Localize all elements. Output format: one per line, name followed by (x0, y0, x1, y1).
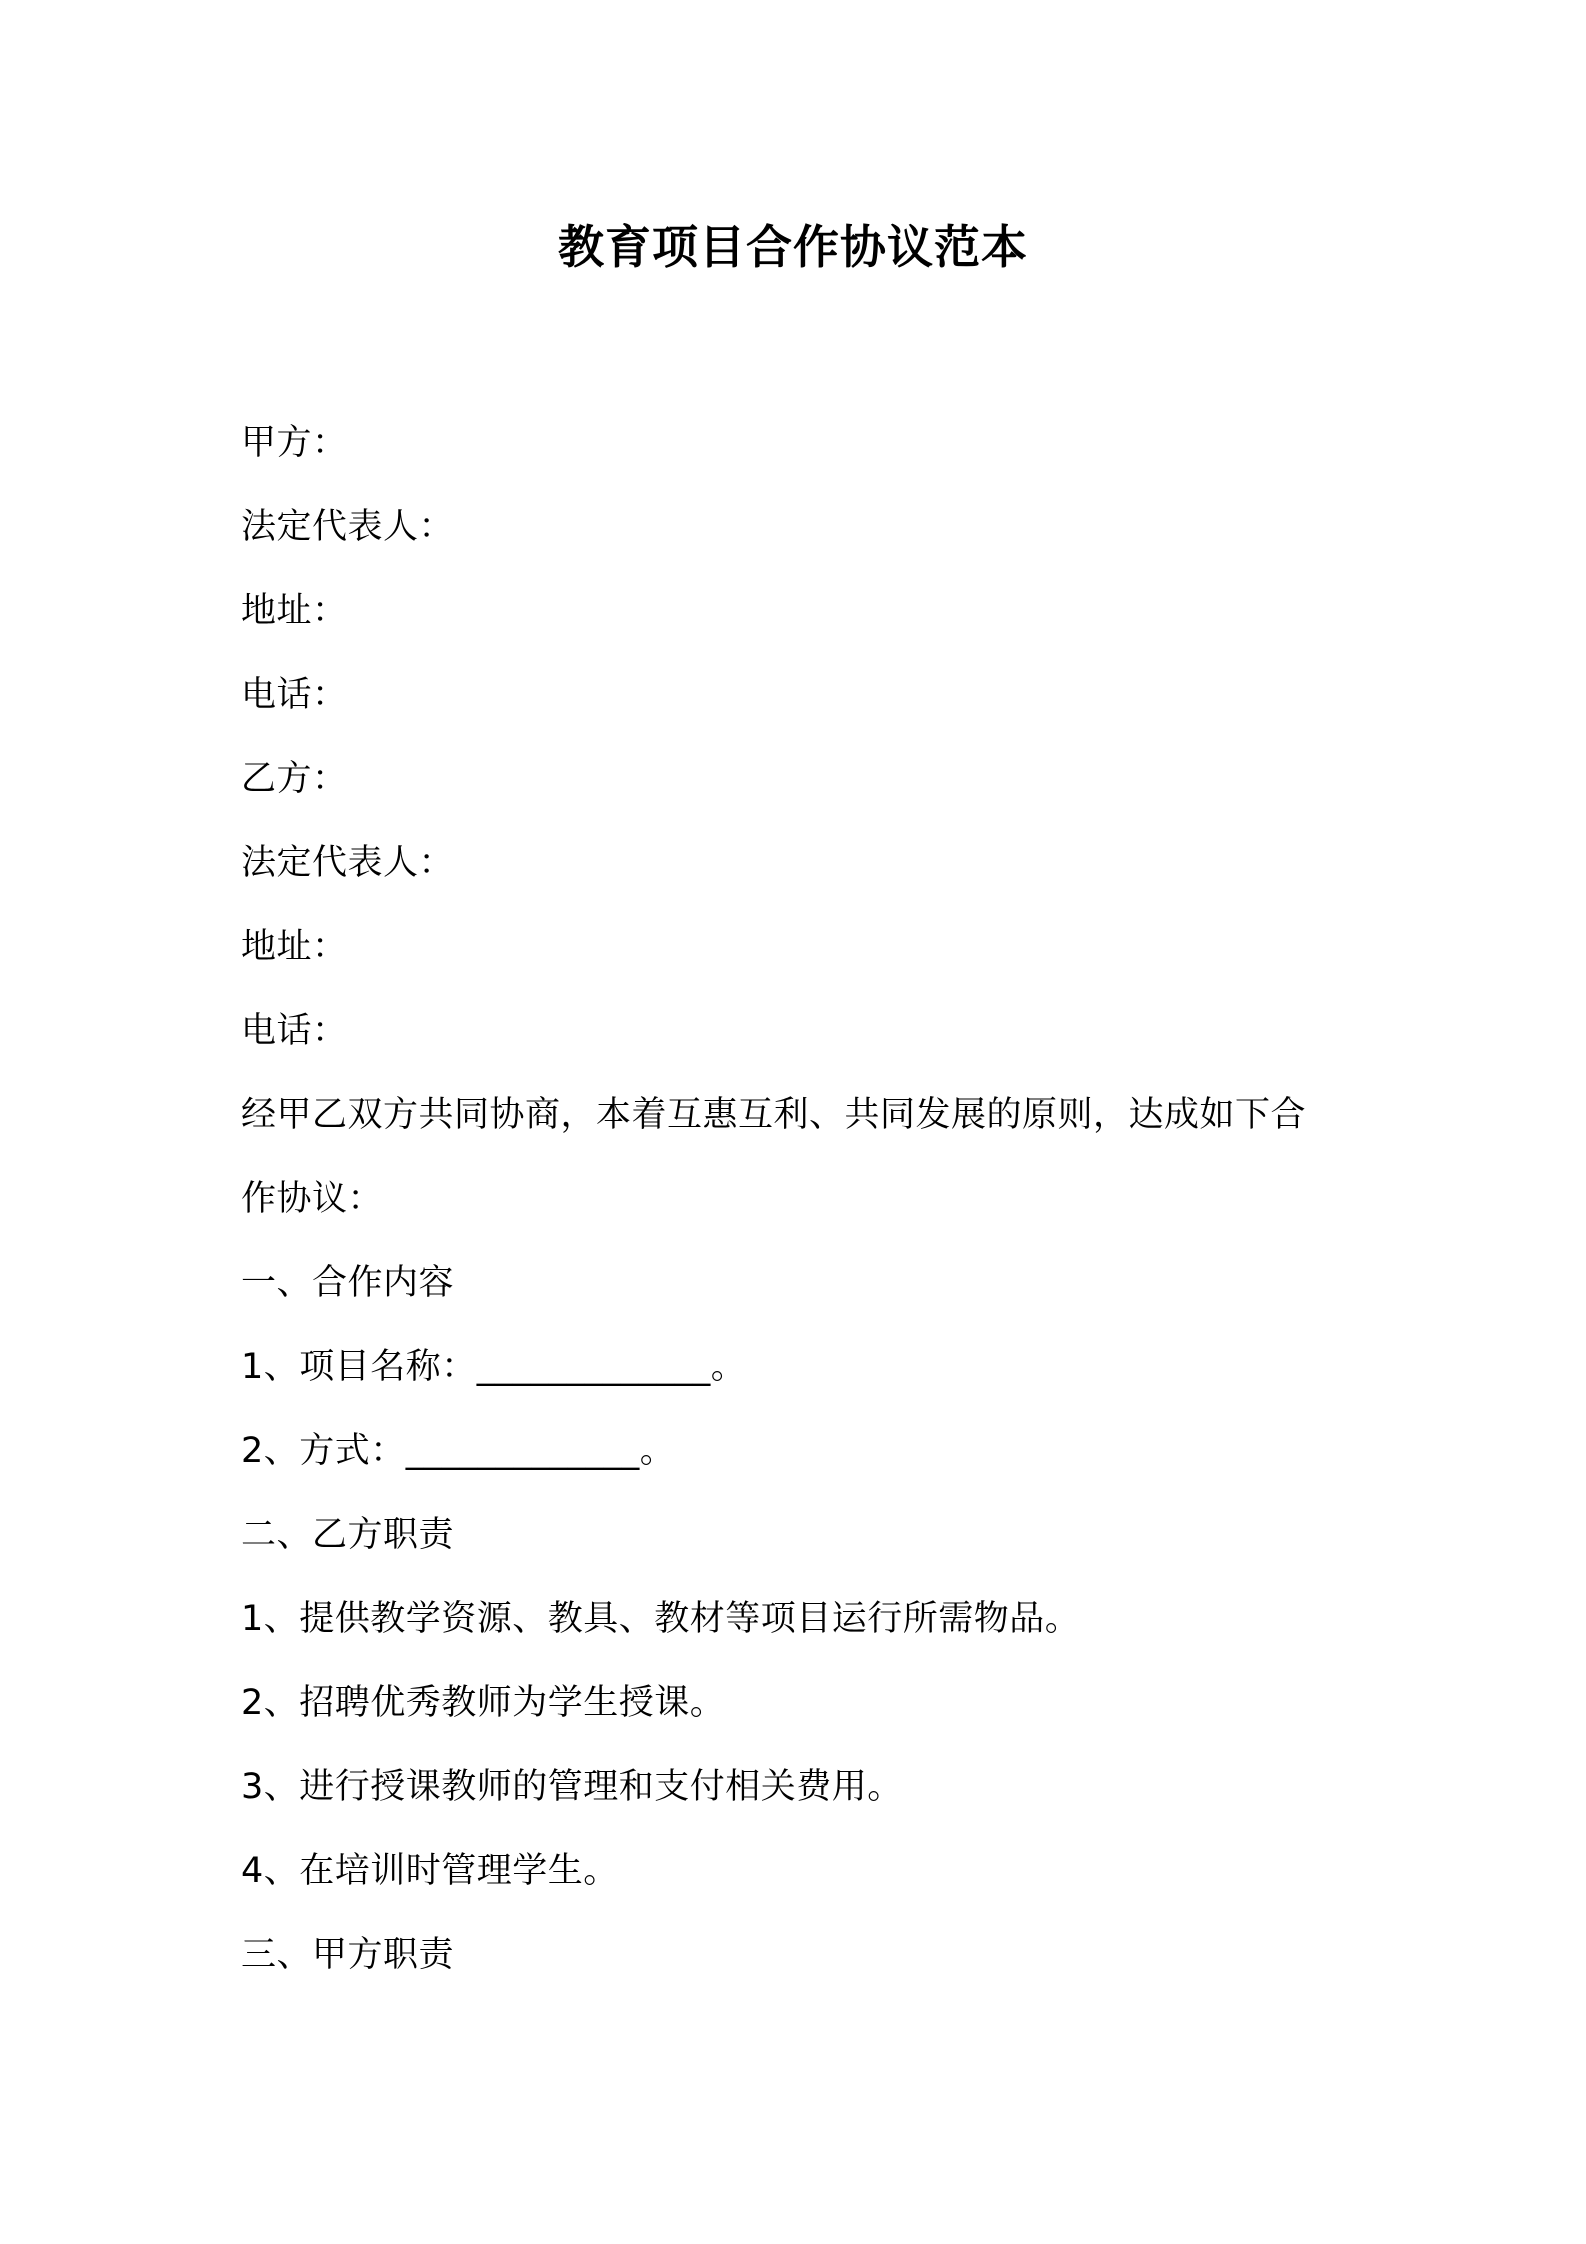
intro-line-2: 作协议： (241, 1179, 384, 1219)
party-b-representative-label: 法定代表人： (241, 843, 455, 883)
document-title: 教育项目合作协议范本 (558, 220, 1028, 274)
list-item: 1、提供教学资源、教具、教材等项目运行所需物品。 (241, 1599, 1081, 1639)
list-item-method: 2、方式：_____________。 (241, 1431, 676, 1471)
party-b-address-label: 地址： (241, 927, 348, 967)
list-item: 3、进行授课教师的管理和支付相关费用。 (241, 1767, 903, 1807)
list-item: 2、招聘优秀教师为学生授课。 (241, 1683, 726, 1723)
party-b-phone-label: 电话： (241, 1011, 348, 1051)
party-b-label: 乙方： (241, 759, 348, 799)
party-a-label: 甲方： (241, 423, 348, 463)
document-body (241, 401, 1361, 1997)
party-a-representative-label: 法定代表人： (241, 507, 455, 547)
party-a-address-label: 地址： (241, 591, 348, 631)
section-heading-cooperation: 一、合作内容 (241, 1263, 455, 1303)
list-item-project-name: 1、项目名称：_____________。 (241, 1347, 747, 1387)
party-a-phone-label: 电话： (241, 675, 348, 715)
intro-line-1: 经甲乙双方共同协商，本着互惠互利、共同发展的原则，达成如下合 (241, 1095, 1307, 1135)
section-heading-party-a-duties: 三、甲方职责 (241, 1935, 455, 1975)
list-item: 4、在培训时管理学生。 (241, 1851, 619, 1891)
section-heading-party-b-duties: 二、乙方职责 (241, 1515, 455, 1555)
